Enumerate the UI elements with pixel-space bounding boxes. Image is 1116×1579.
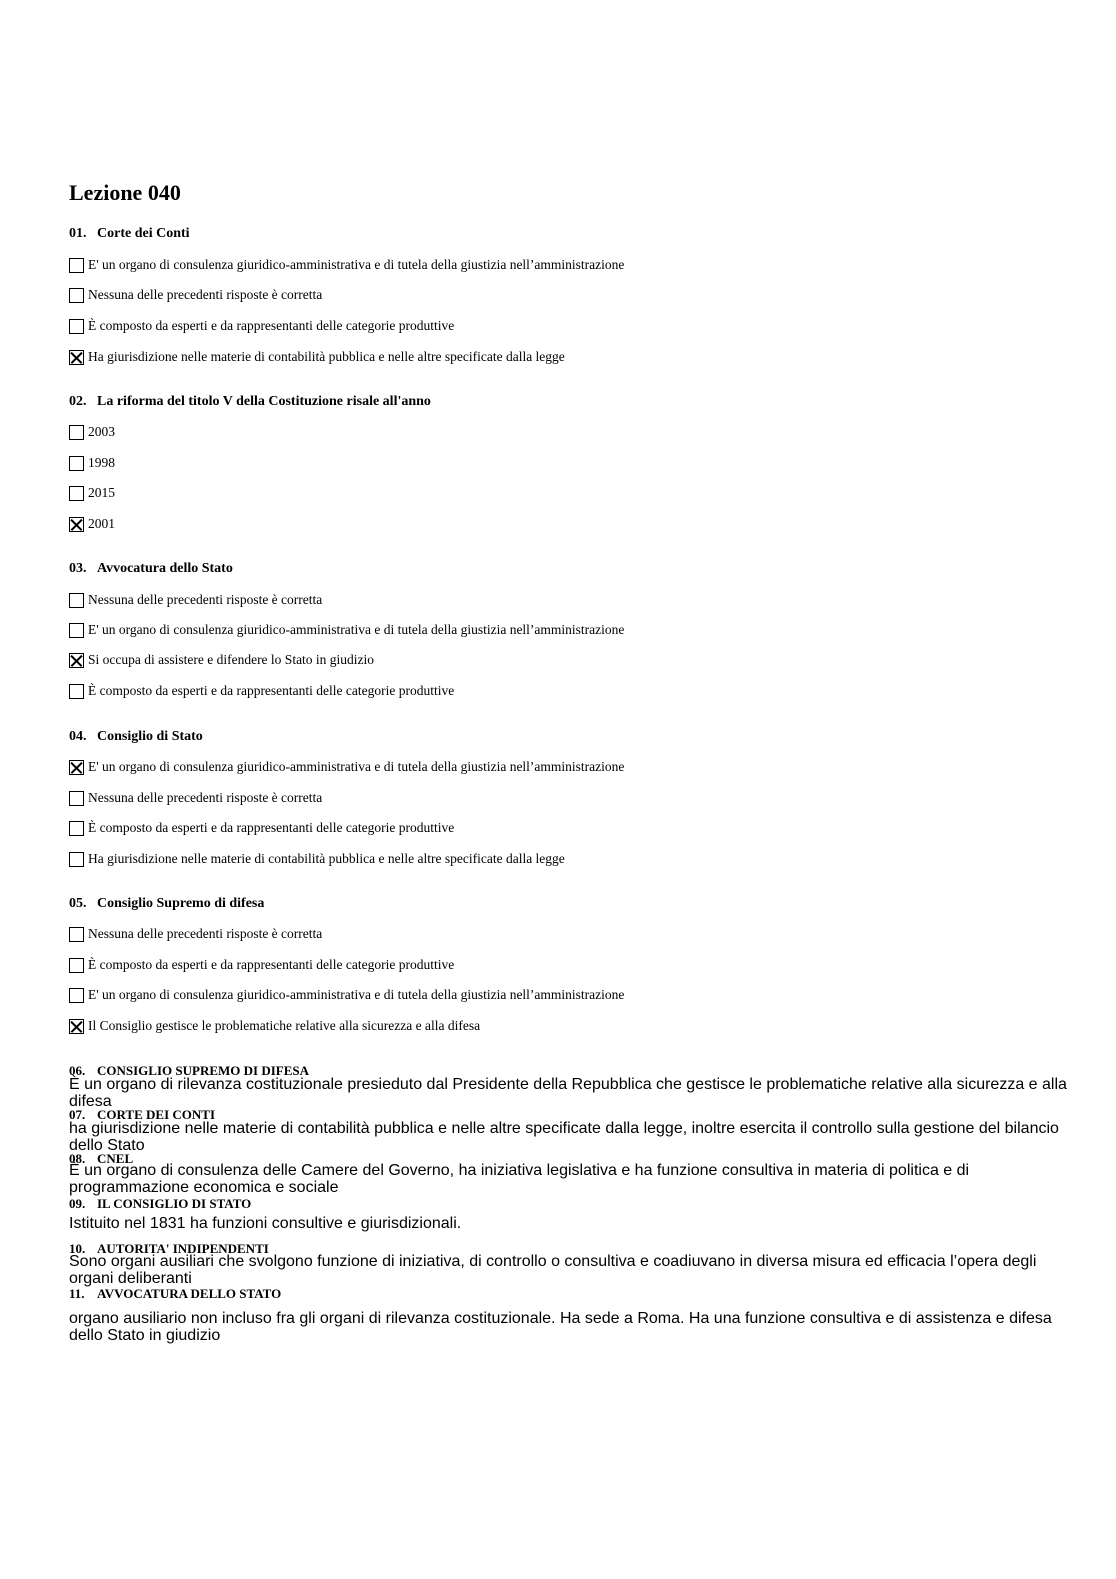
question-02-option-2[interactable] [69,454,115,472]
question-02-title [69,394,431,410]
question-05-option-4[interactable] [69,1017,480,1035]
question-number: 02. [69,394,87,409]
question-text: Consiglio di Stato [97,729,203,744]
checkbox-checked[interactable] [69,1019,84,1034]
option-label: E' un organo di consulenza giuridico-amministrativa e di tutela della giustizia nell’amministrazione [88,987,625,1002]
question-number: 01. [69,226,87,241]
checkbox[interactable] [69,456,84,471]
option-label: 1998 [88,455,115,470]
question-01-option-2[interactable] [69,286,322,304]
definition-heading-text: AUTORITA' INDIPENDENTI [97,1241,269,1256]
question-04-title [69,729,203,745]
definition-07-text: ha giurisdizione nelle materie di contabilità pubblica e nelle altre specificate dalla legge, inoltre esercita il controllo sulla gestione del bilancio dello Stato [69,1120,1059,1154]
question-number: 03. [69,561,87,576]
checkbox[interactable] [69,852,84,867]
definition-09-heading [69,1196,251,1212]
checkbox[interactable] [69,821,84,836]
checkbox[interactable] [69,319,84,334]
definition-number: 06. [69,1063,86,1078]
option-label: È composto da esperti e da rappresentanti delle categorie produttive [88,683,455,698]
definition-heading-text: CONSIGLIO SUPREMO DI DIFESA [97,1063,310,1078]
option-label: Ha giurisdizione nelle materie di contabilità pubblica e nelle altre specificate dalla legge [88,349,565,364]
question-04-option-2[interactable] [69,789,322,807]
option-label: Si occupa di assistere e difendere lo Stato in giudizio [88,652,375,667]
option-label: Nessuna delle precedenti risposte è corretta [88,926,323,941]
question-02-option-1[interactable] [69,423,115,441]
question-01-option-1[interactable] [69,256,624,274]
checkbox[interactable] [69,684,84,699]
definition-10-text: Sono organi ausiliari che svolgono funzione di iniziativa, di controllo o consultiva e coadiuvano in diversa misura ed efficacia l’opera degli organi deliberanti [69,1253,1037,1287]
question-03-option-2[interactable] [69,621,624,639]
definition-heading-text: CORTE DEI CONTI [97,1107,216,1122]
option-label: 2003 [88,424,115,439]
checkbox[interactable] [69,958,84,973]
checkbox[interactable] [69,791,84,806]
definition-08-text: È un organo di consulenza delle Camere del Governo, ha iniziativa legislativa e ha funzione consultiva in materia di politica e di programmazione economica e sociale [69,1162,970,1196]
checkbox-checked[interactable] [69,350,84,365]
checkbox-checked[interactable] [69,760,84,775]
definition-heading-text: AVVOCATURA DELLO STATO [97,1286,282,1301]
question-text: Corte dei Conti [97,226,190,241]
question-03-option-1[interactable] [69,591,322,609]
option-label: Nessuna delle precedenti risposte è corretta [88,790,323,805]
question-01-option-4[interactable] [69,348,565,366]
definition-number: 08. [69,1151,86,1166]
definition-number: 10. [69,1241,86,1256]
checkbox-checked[interactable] [69,517,84,532]
option-label: E' un organo di consulenza giuridico-amministrativa e di tutela della giustizia nell’amministrazione [88,759,625,774]
question-03-option-3[interactable] [69,651,374,669]
definition-heading-text: IL CONSIGLIO DI STATO [97,1196,252,1211]
checkbox[interactable] [69,927,84,942]
question-04-option-4[interactable] [69,850,565,868]
question-number: 05. [69,896,87,911]
option-label: È composto da esperti e da rappresentanti delle categorie produttive [88,957,455,972]
checkbox[interactable] [69,988,84,1003]
question-03-title [69,561,233,577]
question-number: 04. [69,729,87,744]
question-01-title [69,226,190,242]
definition-number: 07. [69,1107,86,1122]
question-text: La riforma del titolo V della Costituzione risale all'anno [97,394,431,409]
checkbox[interactable] [69,288,84,303]
question-01-option-3[interactable] [69,317,454,335]
question-04-option-3[interactable] [69,819,454,837]
option-label: È composto da esperti e da rappresentanti delle categorie produttive [88,318,455,333]
checkbox[interactable] [69,258,84,273]
definition-11-heading [69,1286,281,1302]
lesson-title: Lezione 040 [69,180,181,205]
definition-heading-text: CNEL [97,1151,134,1166]
question-03-option-4[interactable] [69,682,454,700]
question-05-option-3[interactable] [69,986,624,1004]
option-label: Nessuna delle precedenti risposte è corretta [88,287,323,302]
definition-11-text: organo ausiliario non incluso fra gli organi di rilevanza costituzionale. Ha sede a Roma. Ha una funzione consultiva e di assistenza e difesa dello Stato in giudizio [69,1310,1052,1344]
checkbox[interactable] [69,425,84,440]
option-label: È composto da esperti e da rappresentanti delle categorie produttive [88,820,455,835]
option-label: E' un organo di consulenza giuridico-amministrativa e di tutela della giustizia nell’amministrazione [88,622,625,637]
definition-06-text: È un organo di rilevanza costituzionale presieduto dal Presidente della Repubblica che gestisce le problematiche relative alla sicurezza e alla difesa [69,1076,1067,1110]
question-text: Avvocatura dello Stato [97,561,233,576]
definition-number: 09. [69,1196,86,1211]
definition-number: 11. [69,1286,85,1301]
question-05-option-1[interactable] [69,925,322,943]
option-label: 2015 [88,485,115,500]
option-label: Ha giurisdizione nelle materie di contabilità pubblica e nelle altre specificate dalla legge [88,851,565,866]
option-label: Nessuna delle precedenti risposte è corretta [88,592,323,607]
question-05-option-2[interactable] [69,956,454,974]
question-04-option-1[interactable] [69,758,624,776]
option-label: E' un organo di consulenza giuridico-amministrativa e di tutela della giustizia nell’amministrazione [88,257,625,272]
question-02-option-3[interactable] [69,484,115,502]
question-02-option-4[interactable] [69,515,115,533]
question-05-title [69,896,264,912]
checkbox-checked[interactable] [69,653,84,668]
checkbox[interactable] [69,593,84,608]
checkbox[interactable] [69,486,84,501]
checkbox[interactable] [69,623,84,638]
option-label: 2001 [88,516,115,531]
question-text: Consiglio Supremo di difesa [97,896,265,911]
definition-09-text: Istituito nel 1831 ha funzioni consultive e giurisdizionali. [69,1215,462,1232]
option-label: Il Consiglio gestisce le problematiche relative alla sicurezza e alla difesa [88,1018,481,1033]
